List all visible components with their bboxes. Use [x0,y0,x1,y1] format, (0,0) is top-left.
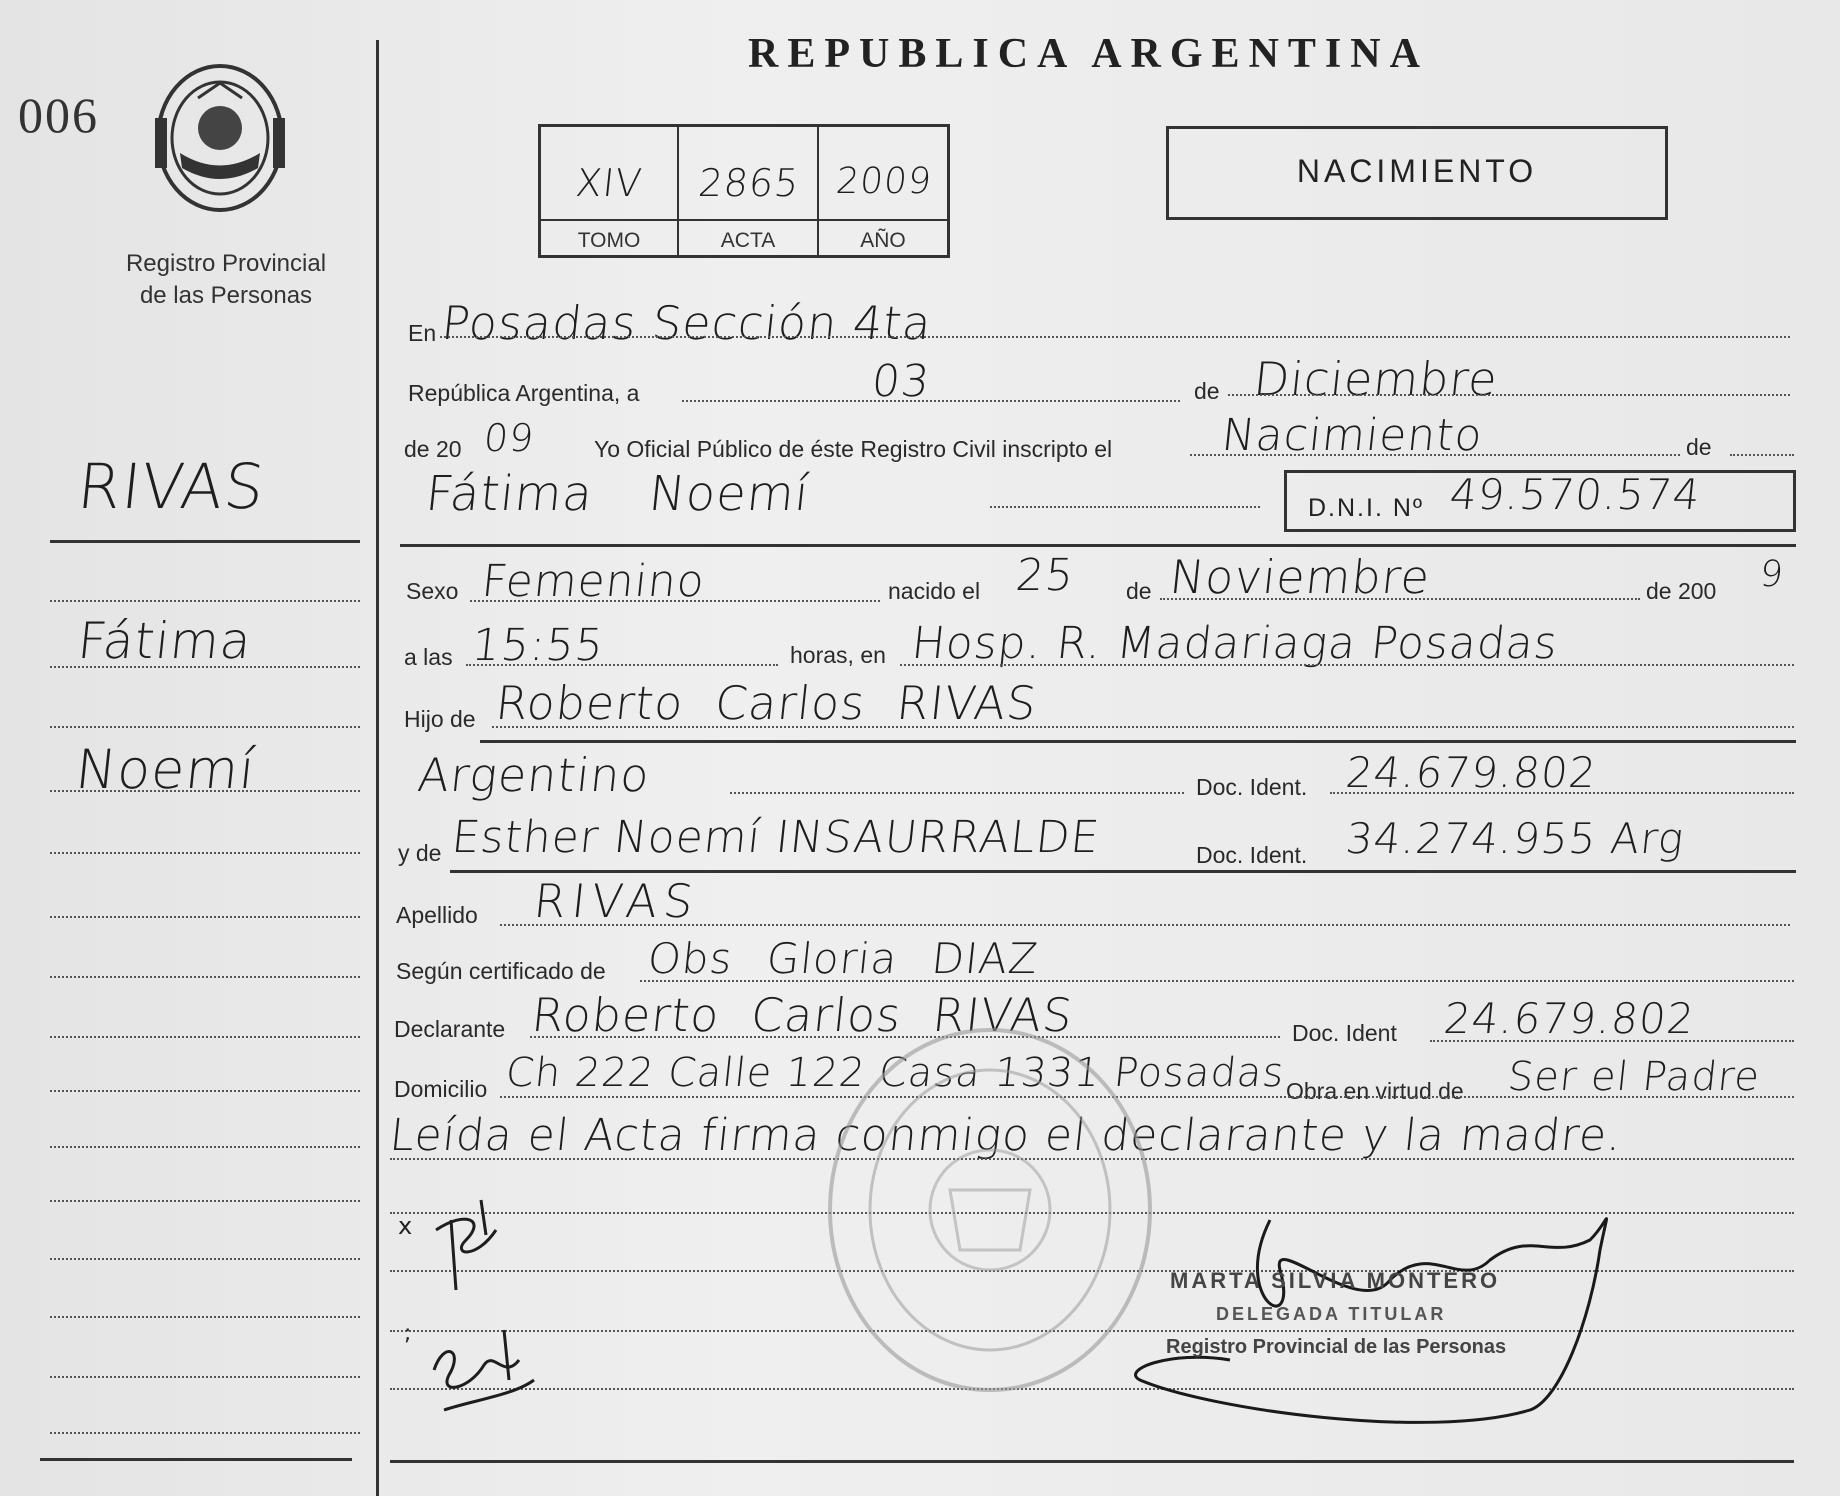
label-dni: D.N.I. Nº [1308,494,1425,522]
country-title: REPUBLICA ARGENTINA [748,31,1429,77]
value-nacionalidad: Argentino [415,748,653,802]
margin-dotted-line [50,600,360,602]
line-dots [466,664,778,666]
value-hora: 15:55 [469,620,607,671]
label-horas-en: horas, en [790,642,886,668]
label-de-20: de 20 [404,436,462,462]
value-madre-doc: 34.274.955 Arg [1343,814,1687,863]
margin-dotted-line [50,916,360,918]
value-lugar-nac: Hosp. R. Madariaga Posadas [909,618,1561,669]
margin-dotted-line [50,666,360,668]
line-dots [1228,394,1790,396]
value-padre-doc: 24.679.802 [1343,748,1600,797]
label-domicilio: Domicilio [394,1076,488,1102]
line-dots [500,924,1790,926]
mother-signature-icon [404,1320,554,1430]
registry-seal-icon [820,1020,1160,1400]
label-de-200: de 200 [1646,578,1717,604]
line-dots [730,792,1184,794]
margin-dotted-line [50,1146,360,1148]
label-y-de: y de [398,840,442,866]
margin-dotted-line [50,790,360,792]
tomo-value: XIV [573,161,645,205]
label-hijo-de: Hijo de [404,706,476,732]
value-declarante: Roberto Carlos RIVAS [529,988,1076,1042]
value-dni: 49.570.574 [1447,470,1704,519]
label-doc-ident: Doc. Ident. [1196,774,1308,800]
margin-dotted-line [50,1432,360,1434]
officer-name: MARTA SILVIA MONTERO [1170,1268,1501,1293]
margin-dotted-line [50,1376,360,1378]
register-label-row-rule [541,219,947,221]
margin-middle-name: Noemí [72,738,259,801]
value-nacido-mes: Noviembre [1167,550,1433,604]
label-de: de [1194,378,1220,404]
line-dots [1330,792,1794,794]
column-divider [376,40,379,1496]
value-sexo: Femenino [479,556,708,607]
anio-label: AÑO [860,229,906,252]
margin-dotted-line [50,1258,360,1260]
value-certificado: Obs Gloria DIAZ [645,934,1041,983]
anio-value: 2009 [834,161,934,202]
line-dots [990,506,1260,508]
value-apellido: RIVAS [531,874,702,928]
line-dots [1430,1040,1794,1042]
label-doc-ident-2: Doc. Ident. [1196,842,1308,868]
value-nacido-dia: 25 [1013,550,1077,601]
line-dots [492,726,1794,728]
parent-rule [480,740,1796,743]
stamp-number: 006 [18,87,99,143]
value-madre: Esther Noemí INSAURRALDE [449,812,1103,863]
value-dia: 03 [869,356,933,407]
label-nacido-el: nacido el [888,578,981,604]
label-sexo: Sexo [406,578,459,604]
acta-label: ACTA [720,229,776,252]
line-dots [640,980,1794,982]
value-lugar: Posadas Sección 4ta [439,296,935,350]
margin-first-name: Fátima [74,612,255,670]
margin-dotted-line [50,1200,360,1202]
margin-dotted-line [50,852,360,854]
name-rule [400,544,1796,547]
line-dots [1160,598,1640,600]
mother-rule [450,870,1796,873]
act-type-label: NACIMIENTO [1296,153,1538,189]
value-declarante-doc: 24.679.802 [1441,994,1698,1043]
label-segun: Según certificado de [396,958,606,984]
margin-rule [50,540,360,543]
line-dots [900,664,1794,666]
label-de-2: de [1126,578,1152,604]
margin-dotted-line [50,1090,360,1092]
margin-dotted-line [50,976,360,978]
margin-dotted-line [50,1036,360,1038]
svg-text:x: x [398,1212,413,1240]
line-dots [1730,454,1794,456]
province-seal-icon [140,58,300,218]
line-dots [682,400,1180,402]
line-dots [1190,454,1680,456]
value-mes: Diciembre [1251,352,1501,406]
margin-rule [40,1458,352,1461]
act-type-box [1166,126,1668,220]
label-yo-oficial: Yo Oficial Público de éste Registro Civil inscripto el [594,436,1113,462]
registry-line-2: de las Personas [139,282,313,309]
label-en: En [408,320,437,346]
value-nombre: Fátima Noemí [423,466,813,522]
margin-surname: RIVAS [74,450,269,523]
margin-dotted-line [50,726,360,728]
value-padre: Roberto Carlos RIVAS [493,676,1040,730]
label-apellido: Apellido [396,902,478,928]
line-dots [440,336,1790,338]
register-box [538,124,950,258]
label-de-end: de [1686,434,1712,460]
value-domicilio: Ch 222 Calle 122 Casa 1331 Posadas [503,1050,1287,1096]
margin-dotted-line [50,1316,360,1318]
label-a-las: a las [404,644,453,670]
label-obra: Obra en virtud de [1286,1078,1464,1104]
value-obra: Ser el Padre [1505,1054,1763,1100]
label-doc-ident-3: Doc. Ident [1292,1020,1397,1046]
label-declarante: Declarante [394,1016,506,1042]
line-dots [470,600,880,602]
tomo-label: TOMO [577,229,641,252]
label-republica: República Argentina, a [408,380,640,406]
officer-registry: Registro Provincial de las Personas [1166,1336,1507,1358]
officer-title: DELEGADA TITULAR [1216,1304,1447,1324]
bottom-rule [390,1460,1794,1463]
value-anio-suffix: 09 [481,416,537,460]
declarant-signature-icon [396,1190,546,1300]
svg-text:;: ; [404,1321,412,1346]
acta-value: 2865 [696,161,802,205]
value-inscripto: Nacimiento [1219,410,1486,461]
value-nacido-anio: 9 [1757,554,1787,595]
registry-line-1: Registro Provincial [125,250,327,277]
value-observacion: Leída el Acta firma conmigo el declarante y la madre. [387,1110,1625,1161]
